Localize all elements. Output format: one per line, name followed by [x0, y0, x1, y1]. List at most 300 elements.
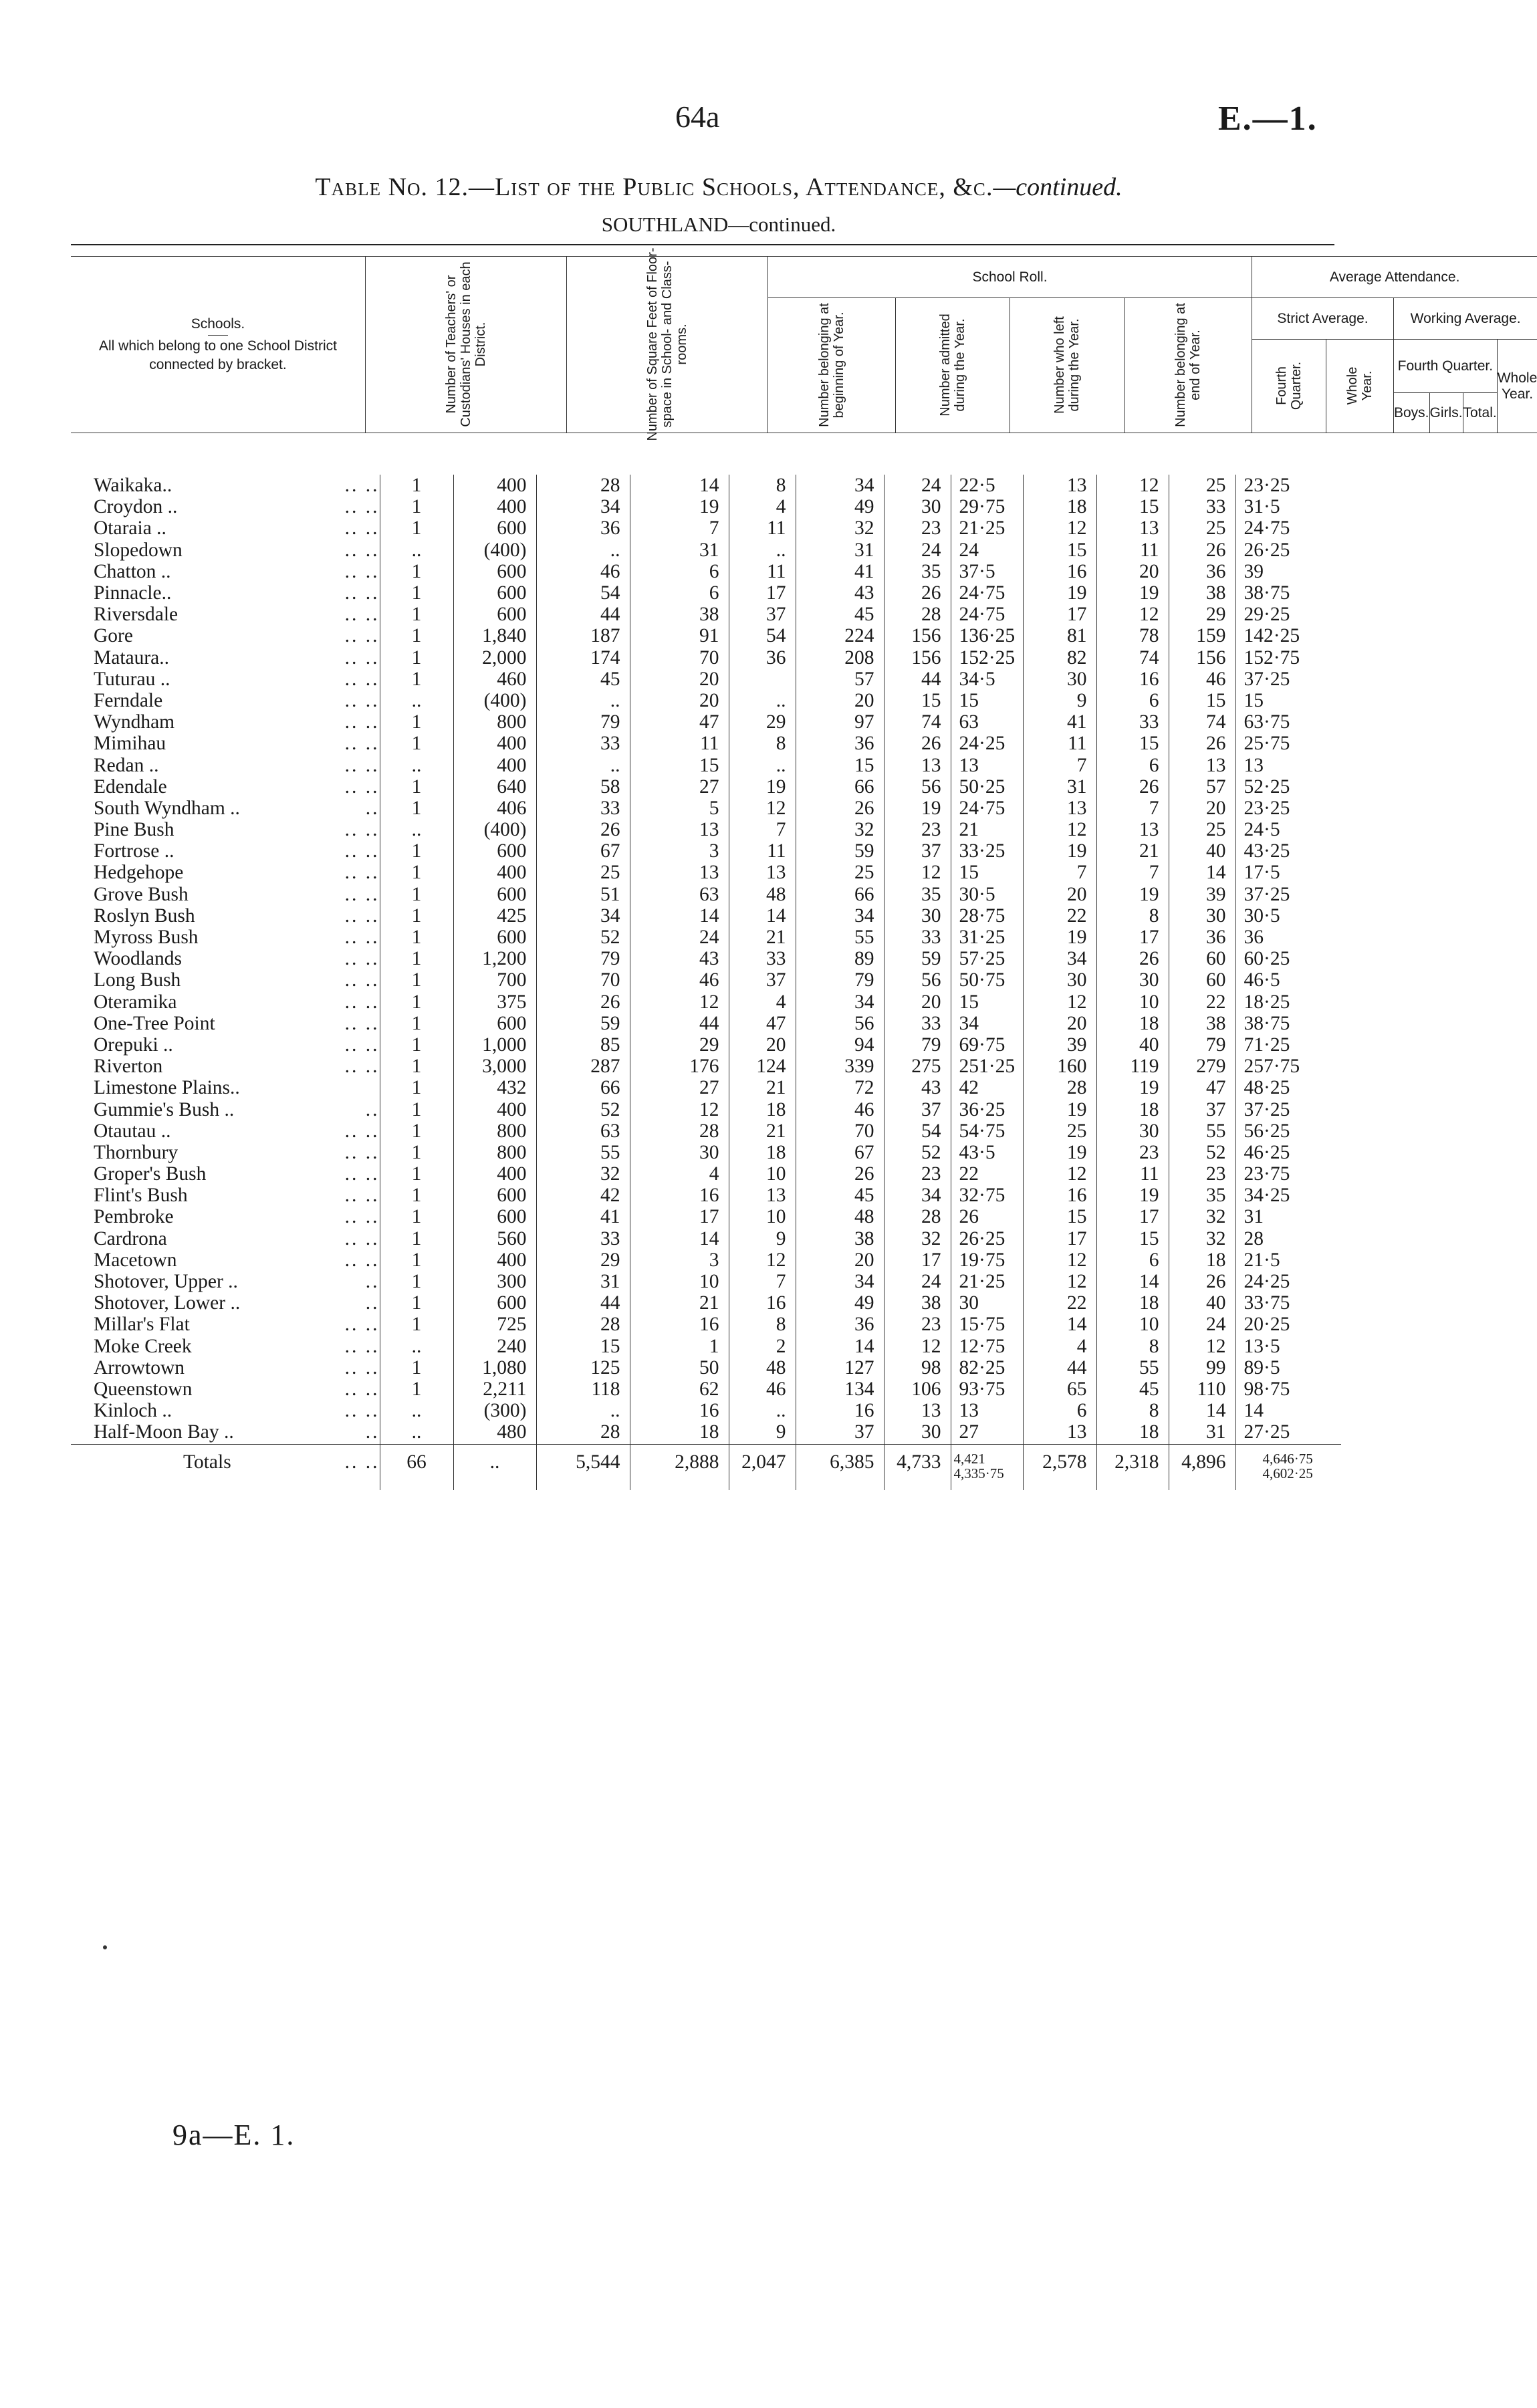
school-name: Queenstown [94, 1378, 193, 1400]
leader-dots: .. .. [344, 1056, 380, 1078]
table-row [71, 604, 1341, 625]
cell-col-12: 13·5 [1235, 1336, 1341, 1357]
cell-col-6: 25 [796, 862, 884, 883]
cell-col-8: 28·75 [951, 905, 1023, 927]
strict-whole-year-header [1326, 340, 1394, 433]
table-row [71, 496, 1341, 517]
school-name: Macetown [94, 1249, 177, 1271]
cell-col-5: 9 [729, 1421, 796, 1445]
cell-col-11: 40 [1169, 1292, 1235, 1314]
cell-col-5: 18 [729, 1142, 796, 1163]
cell-col-10: 19 [1096, 1077, 1169, 1098]
cell-col-7: 33 [884, 1013, 951, 1034]
cell-col-9: 9 [1023, 690, 1096, 711]
cell-col-2: 425 [453, 905, 536, 927]
school-name: Gummie's Bush .. [94, 1098, 235, 1120]
cell-col-6: 34 [796, 991, 884, 1013]
strict-fourth-quarter-header [1252, 340, 1326, 433]
leader-dots: .. .. [344, 1185, 380, 1207]
cell-col-12: 14 [1235, 1400, 1341, 1421]
cell-col-8: 24·75 [951, 798, 1023, 819]
cell-col-6: 49 [796, 1292, 884, 1314]
cell-col-8: 50·75 [951, 969, 1023, 991]
cell-col-4: 3 [630, 840, 729, 862]
cell-col-3: .. [536, 690, 630, 711]
cell-col-10: 7 [1096, 798, 1169, 819]
table-row [71, 669, 1341, 690]
cell-col-3: 25 [536, 862, 630, 883]
leader-dots: .. .. [344, 862, 380, 884]
leader-dots: .. .. [344, 560, 380, 582]
cell-col-6: 34 [796, 1271, 884, 1292]
cell-col-10: 78 [1096, 625, 1169, 646]
leader-dots: .. .. [344, 927, 380, 949]
cell-col-4: 7 [630, 517, 729, 539]
cell-col-4: 91 [630, 625, 729, 646]
stray-mark [103, 1945, 107, 1949]
cell-col-5: 13 [729, 1185, 796, 1206]
cell-col-11: 79 [1169, 1034, 1235, 1056]
cell-col-9: 12 [1023, 1249, 1096, 1271]
cell-col-7: 20 [884, 991, 951, 1013]
cell-col-3: 34 [536, 905, 630, 927]
school-name: Riverton [94, 1056, 163, 1078]
cell-col-10: 21 [1096, 840, 1169, 862]
school-name: Moke Creek [94, 1335, 192, 1357]
cell-col-10: 10 [1096, 1314, 1169, 1335]
cell-col-9: 17 [1023, 604, 1096, 625]
cell-col-2: 400 [453, 1163, 536, 1185]
cell-col-10: 18 [1096, 1292, 1169, 1314]
cell-col-7: 28 [884, 1206, 951, 1227]
cell-col-7: 30 [884, 1421, 951, 1445]
cell-col-2: 480 [453, 1421, 536, 1445]
cell-col-5: 12 [729, 1249, 796, 1271]
cell-col-8: 22 [951, 1163, 1023, 1185]
school-roll-header: School Roll. [768, 257, 1252, 298]
cell-col-4: 10 [630, 1271, 729, 1292]
cell-col-6: 14 [796, 1336, 884, 1357]
school-name: Cardrona [94, 1227, 167, 1249]
school-name: Redan .. [94, 754, 159, 776]
cell-col-7: 54 [884, 1120, 951, 1142]
table-row [71, 1421, 1341, 1445]
cell-col-8: 21·25 [951, 1271, 1023, 1292]
cell-col-1: 1 [380, 1120, 453, 1142]
cell-col-12: 23·75 [1235, 1163, 1341, 1185]
cell-col-1: 1 [380, 1034, 453, 1056]
schools-dash [208, 335, 228, 336]
cell-col-12: 27·25 [1235, 1421, 1341, 1445]
cell-col-4: 13 [630, 862, 729, 883]
cell-col-7: 24 [884, 539, 951, 561]
table-row [71, 1357, 1341, 1378]
school-name: Flint's Bush [94, 1185, 188, 1207]
cell-col-6: 20 [796, 690, 884, 711]
cell-col-3: 44 [536, 1292, 630, 1314]
cell-col-4: 16 [630, 1185, 729, 1206]
cell-col-9: 34 [1023, 948, 1096, 969]
table-row [71, 625, 1341, 646]
cell-col-8: 152·25 [951, 647, 1023, 669]
cell-col-5: 20 [729, 1034, 796, 1056]
cell-col-12: 89·5 [1235, 1357, 1341, 1378]
cell-col-4: 46 [630, 969, 729, 991]
cell-col-1: .. [380, 819, 453, 840]
totals-row [71, 1445, 1341, 1491]
cell-col-6: 89 [796, 948, 884, 969]
cell-col-4: 27 [630, 1077, 729, 1098]
cell-col-2: 1,080 [453, 1357, 536, 1378]
cell-col-5: 46 [729, 1378, 796, 1400]
cell-col-3: 70 [536, 969, 630, 991]
cell-col-10: 40 [1096, 1034, 1169, 1056]
cell-col-5: .. [729, 1400, 796, 1421]
cell-col-10: 13 [1096, 517, 1169, 539]
cell-col-11: 39 [1169, 884, 1235, 905]
cell-col-12: 33·75 [1235, 1292, 1341, 1314]
cell-col-3: 52 [536, 1098, 630, 1120]
school-name: Edendale [94, 775, 167, 798]
cell-col-9: 81 [1023, 625, 1096, 646]
cell-col-7: 28 [884, 604, 951, 625]
cell-col-2: (300) [453, 1400, 536, 1421]
cell-col-5: 11 [729, 561, 796, 582]
cell-col-4: 63 [630, 884, 729, 905]
cell-col-8: 21·25 [951, 517, 1023, 539]
teachers-header-text: Number of Teachers' or Custodians' Houses in each District. [444, 261, 488, 427]
cell-col-6: 41 [796, 561, 884, 582]
leader-dots: .. .. [344, 775, 380, 798]
cell-col-3: 28 [536, 1314, 630, 1335]
cell-col-5: 18 [729, 1098, 796, 1120]
cell-col-2: 432 [453, 1077, 536, 1098]
table-row [71, 1034, 1341, 1056]
cell-col-12: 36 [1235, 927, 1341, 948]
cell-col-5: 10 [729, 1206, 796, 1227]
cell-col-7: 12 [884, 862, 951, 883]
table-row [71, 905, 1341, 927]
cell-col-4: 11 [630, 733, 729, 754]
cell-col-3: 85 [536, 1034, 630, 1056]
cell-col-10: 26 [1096, 948, 1169, 969]
cell-col-5: 8 [729, 475, 796, 496]
leader-dots: .. .. [344, 517, 380, 539]
cell-col-12: 142·25 [1235, 625, 1341, 646]
school-name: Limestone Plains.. [94, 1077, 240, 1099]
cell-col-7: 13 [884, 1400, 951, 1421]
cell-col-6: 15 [796, 754, 884, 775]
cell-col-10: 8 [1096, 1336, 1169, 1357]
cell-col-5: 14 [729, 905, 796, 927]
leader-dots: .. [365, 1421, 380, 1443]
school-name: Croydon .. [94, 496, 178, 518]
leader-dots: .. .. [344, 668, 380, 690]
totals-begin: 5,544 [536, 1445, 630, 1491]
cell-col-12: 38·75 [1235, 582, 1341, 604]
table-row [71, 1163, 1341, 1185]
cell-col-4: 12 [630, 991, 729, 1013]
leader-dots: .. .. [344, 625, 380, 647]
cell-col-6: 56 [796, 1013, 884, 1034]
cell-col-6: 32 [796, 517, 884, 539]
cell-col-5: 54 [729, 625, 796, 646]
table-row [71, 754, 1341, 775]
cell-col-9: 20 [1023, 884, 1096, 905]
cell-col-2: 400 [453, 496, 536, 517]
totals-whole-value: 4,602·25 [1262, 1465, 1313, 1482]
leader-dots: .. .. [344, 496, 380, 518]
cell-col-7: 30 [884, 496, 951, 517]
cell-col-12: 37·25 [1235, 1098, 1341, 1120]
table-subtitle: SOUTHLAND—continued. [601, 213, 836, 236]
cell-col-1: 1 [380, 1249, 453, 1271]
cell-col-10: 6 [1096, 690, 1169, 711]
cell-col-9: 4 [1023, 1336, 1096, 1357]
leader-dots: .. .. [344, 969, 380, 991]
school-name: Groper's Bush [94, 1163, 207, 1185]
cell-col-2: 1,200 [453, 948, 536, 969]
cell-col-6: 16 [796, 1400, 884, 1421]
cell-col-1: 1 [380, 647, 453, 669]
leader-dots: .. .. [344, 711, 380, 733]
cell-col-8: 15 [951, 991, 1023, 1013]
page-number: 64a [675, 100, 720, 134]
school-name: Kinloch .. [94, 1400, 172, 1422]
cell-col-7: 59 [884, 948, 951, 969]
cell-col-7: 74 [884, 711, 951, 733]
floor-header [567, 247, 768, 441]
cell-col-9: 6 [1023, 1400, 1096, 1421]
cell-col-9: 22 [1023, 905, 1096, 927]
leader-dots: .. .. [344, 905, 380, 927]
cell-col-11: 13 [1169, 754, 1235, 775]
cell-col-11: 15 [1169, 690, 1235, 711]
cell-col-5: 21 [729, 1120, 796, 1142]
cell-col-5: 13 [729, 862, 796, 883]
leader-dots: .. .. [344, 1012, 380, 1034]
cell-col-10: 45 [1096, 1378, 1169, 1400]
schools-label: Schools. [191, 316, 245, 332]
cell-col-2: 400 [453, 1098, 536, 1120]
cell-col-12: 46·5 [1235, 969, 1341, 991]
cell-col-3: 26 [536, 819, 630, 840]
table-row [71, 927, 1341, 948]
schools-header [71, 257, 366, 433]
cell-col-7: 23 [884, 819, 951, 840]
cell-col-8: 30 [951, 1292, 1023, 1314]
cell-col-9: 22 [1023, 1292, 1096, 1314]
cell-col-2: (400) [453, 819, 536, 840]
school-name: Oteramika [94, 991, 177, 1013]
cell-col-3: 36 [536, 517, 630, 539]
school-name: Wyndham [94, 711, 175, 733]
cell-col-12: 56·25 [1235, 1120, 1341, 1142]
cell-col-11: 74 [1169, 711, 1235, 733]
table-row [71, 1013, 1341, 1034]
cell-col-1: 1 [380, 905, 453, 927]
school-name: Tuturau .. [94, 668, 170, 690]
cell-col-2: 375 [453, 991, 536, 1013]
cell-col-11: 25 [1169, 819, 1235, 840]
cell-col-5: 10 [729, 1163, 796, 1185]
cell-col-1: .. [380, 1421, 453, 1445]
cell-col-3: 67 [536, 840, 630, 862]
cell-col-2: (400) [453, 539, 536, 561]
cell-col-11: 24 [1169, 1314, 1235, 1335]
totals-whole-year-value: 4,421 [953, 1451, 985, 1467]
cell-col-8: 30·5 [951, 884, 1023, 905]
cell-col-11: 35 [1169, 1185, 1235, 1206]
cell-col-8: 63 [951, 711, 1023, 733]
school-name: Chatton .. [94, 560, 171, 582]
cell-col-7: 156 [884, 647, 951, 669]
cell-col-8: 34·5 [951, 669, 1023, 690]
table-title [0, 172, 1437, 202]
school-name: Myross Bush [94, 927, 199, 949]
cell-col-8: 82·25 [951, 1357, 1023, 1378]
cell-col-4: 3 [630, 1249, 729, 1271]
cell-col-10: 18 [1096, 1421, 1169, 1445]
cell-col-10: 6 [1096, 754, 1169, 775]
cell-col-7: 24 [884, 475, 951, 496]
cell-col-1: .. [380, 539, 453, 561]
school-name: Millar's Flat [94, 1314, 190, 1336]
leader-dots: .. .. [344, 1335, 380, 1357]
cell-col-11: 32 [1169, 1228, 1235, 1249]
totals-girls: 2,318 [1096, 1445, 1169, 1491]
cell-col-2: 600 [453, 1185, 536, 1206]
left-header-text: Number who left during the Year. [1052, 316, 1082, 414]
leader-dots: .. .. [344, 948, 380, 970]
cell-col-8: 93·75 [951, 1378, 1023, 1400]
cell-col-2: 600 [453, 1013, 536, 1034]
cell-col-7: 33 [884, 927, 951, 948]
cell-col-9: 12 [1023, 1271, 1096, 1292]
leader-dots: .. .. [344, 646, 380, 669]
cell-col-6: 97 [796, 711, 884, 733]
leader-dots: .. [365, 797, 380, 819]
cell-col-2: 2,211 [453, 1378, 536, 1400]
cell-col-8: 27 [951, 1421, 1023, 1445]
school-name: Shotover, Upper .. [94, 1271, 238, 1293]
cell-col-1: 1 [380, 1378, 453, 1400]
cell-col-7: 38 [884, 1292, 951, 1314]
cell-col-10: 19 [1096, 884, 1169, 905]
cell-col-6: 38 [796, 1228, 884, 1249]
cell-col-3: 58 [536, 776, 630, 798]
school-name: Roslyn Bush [94, 905, 195, 927]
cell-col-9: 13 [1023, 475, 1096, 496]
cell-col-11: 38 [1169, 582, 1235, 604]
cell-col-8: 69·75 [951, 1034, 1023, 1056]
leader-dots: .. .. [344, 1120, 380, 1142]
cell-col-8: 251·25 [951, 1056, 1023, 1077]
cell-col-3: 33 [536, 1228, 630, 1249]
school-name: Mimihau [94, 733, 166, 755]
cell-col-12: 257·75 [1235, 1056, 1341, 1077]
cell-col-9: 12 [1023, 819, 1096, 840]
cell-col-3: 28 [536, 475, 630, 496]
cell-col-3: 187 [536, 625, 630, 646]
cell-col-2: 600 [453, 1292, 536, 1314]
cell-col-10: 74 [1096, 647, 1169, 669]
cell-col-11: 52 [1169, 1142, 1235, 1163]
cell-col-11: 23 [1169, 1163, 1235, 1185]
cell-col-9: 19 [1023, 582, 1096, 604]
cell-col-9: 30 [1023, 669, 1096, 690]
cell-col-6: 57 [796, 669, 884, 690]
table-row [71, 776, 1341, 798]
cell-col-12: 24·5 [1235, 819, 1341, 840]
leader-dots: .. .. [344, 819, 380, 841]
cell-col-3: 26 [536, 991, 630, 1013]
cell-col-1: 1 [380, 1142, 453, 1163]
cell-col-9: 65 [1023, 1378, 1096, 1400]
table-row [71, 517, 1341, 539]
cell-col-10: 55 [1096, 1357, 1169, 1378]
cell-col-3: 42 [536, 1185, 630, 1206]
table-header [71, 247, 1537, 441]
cell-col-12: 24·75 [1235, 517, 1341, 539]
cell-col-8: 24 [951, 539, 1023, 561]
cell-col-12: 24·25 [1235, 1271, 1341, 1292]
table-row [71, 647, 1341, 669]
cell-col-7: 23 [884, 517, 951, 539]
cell-col-3: 63 [536, 1120, 630, 1142]
cell-col-6: 49 [796, 496, 884, 517]
cell-col-12: 21·5 [1235, 1249, 1341, 1271]
cell-col-1: 1 [380, 1013, 453, 1034]
cell-col-11: 60 [1169, 948, 1235, 969]
cell-col-5: 2 [729, 1336, 796, 1357]
cell-col-6: 46 [796, 1098, 884, 1120]
table-row [71, 582, 1341, 604]
cell-col-6: 67 [796, 1142, 884, 1163]
strict-whole-year-text: Whole Year. [1345, 366, 1375, 405]
floor-header-text: Number of Square Feet of Floor-space in School- and Class-rooms. [645, 247, 689, 441]
cell-col-11: 33 [1169, 496, 1235, 517]
cell-col-4: 24 [630, 927, 729, 948]
cell-col-11: 36 [1169, 927, 1235, 948]
cell-col-11: 279 [1169, 1056, 1235, 1077]
leader-dots: .. .. [344, 1034, 380, 1056]
table-row [71, 539, 1341, 561]
leader-dots: .. .. [344, 1206, 380, 1228]
cell-col-1: 1 [380, 1228, 453, 1249]
cell-col-12: 37·25 [1235, 669, 1341, 690]
cell-col-6: 37 [796, 1421, 884, 1445]
cell-col-12: 25·75 [1235, 733, 1341, 754]
girls-header: Girls. [1429, 393, 1463, 433]
cell-col-11: 32 [1169, 1206, 1235, 1227]
title-prefix: Table No. 12.— [315, 173, 495, 201]
table-row [71, 1336, 1341, 1357]
cell-col-8: 22·5 [951, 475, 1023, 496]
cell-col-6: 94 [796, 1034, 884, 1056]
school-name: Woodlands [94, 948, 183, 970]
leader-dots: .. .. [344, 475, 380, 497]
table-row [71, 819, 1341, 840]
cell-col-2: 1,000 [453, 1034, 536, 1056]
cell-col-1: .. [380, 1336, 453, 1357]
cell-col-6: 224 [796, 625, 884, 646]
cell-col-12: 13 [1235, 754, 1341, 775]
cell-col-7: 37 [884, 840, 951, 862]
cell-col-10: 10 [1096, 991, 1169, 1013]
cell-col-12: 26·25 [1235, 539, 1341, 561]
cell-col-6: 20 [796, 1249, 884, 1271]
